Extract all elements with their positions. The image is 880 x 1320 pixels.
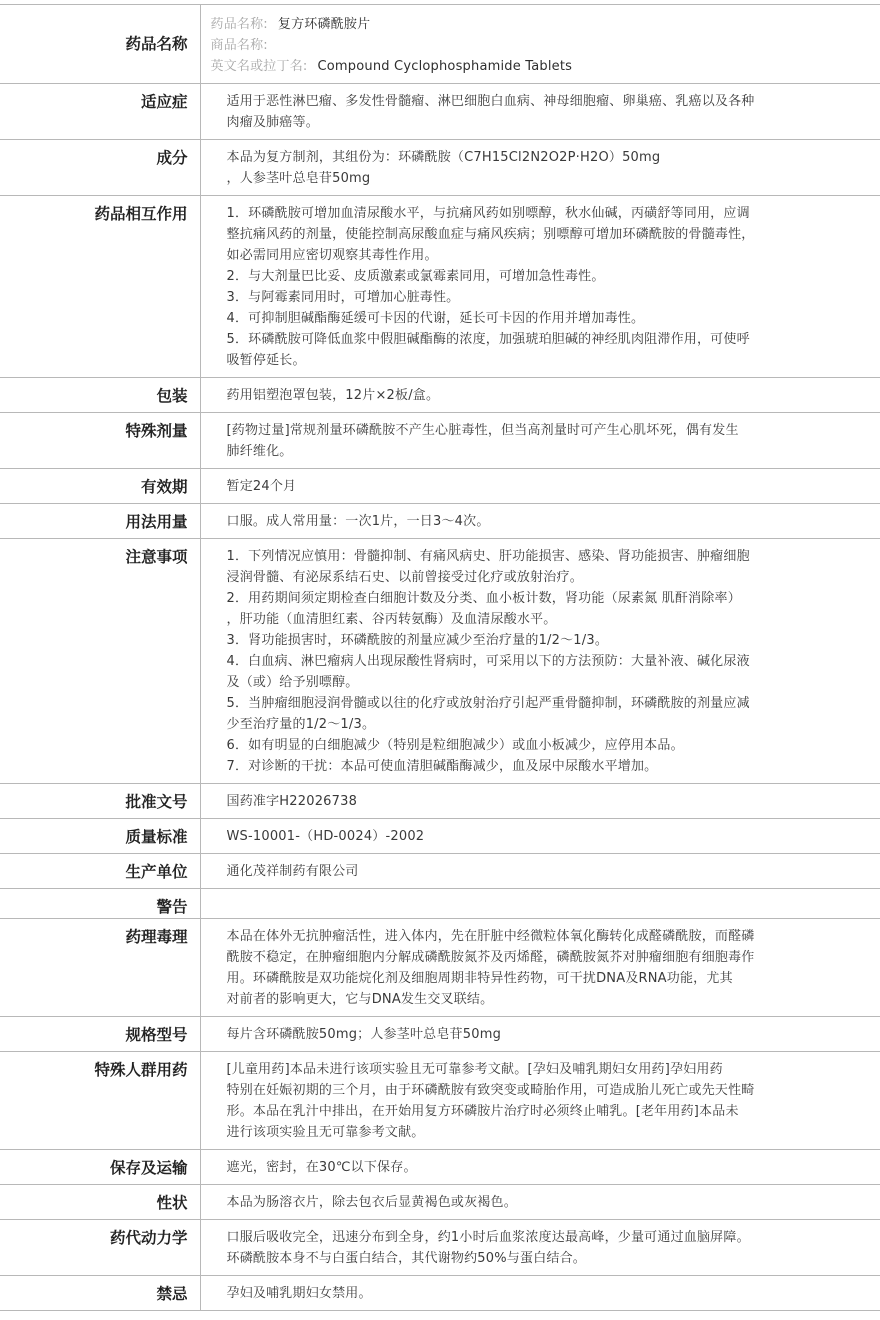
value-line: 如必需同用应密切观察其毒性作用。 <box>226 248 438 263</box>
row-value <box>200 196 880 378</box>
row-label: 批准文号 <box>0 784 200 819</box>
value-line: 本品为肠溶衣片，除去包衣后显黄褐色或灰褐色。 <box>226 1195 517 1210</box>
value-line: 口服后吸收完全，迅速分布到全身，约1小时后血浆浓度达最高峰，少量可通过血脑屏障。 <box>226 1230 750 1245</box>
row-value <box>200 1276 880 1311</box>
value-line: 吸暂停延长。 <box>226 353 306 368</box>
row-value <box>200 84 880 140</box>
value-line: 暂定24个月 <box>226 479 297 494</box>
info-row <box>0 84 880 140</box>
value-line: 肉瘤及肺癌等。 <box>226 115 319 130</box>
english-name-line <box>211 56 797 77</box>
info-row <box>0 413 880 469</box>
info-row <box>0 889 880 919</box>
row-label: 保存及运输 <box>0 1150 200 1185</box>
info-row <box>0 819 880 854</box>
value-line: 2．用药期间须定期检查白细胞计数及分类、血小板计数，肾功能（尿素氮 肌酐消除率） <box>226 591 741 606</box>
info-row <box>0 378 880 413</box>
row-value <box>200 140 880 196</box>
value-line: ，肝功能（血清胆红素、谷丙转氨酶）及血清尿酸水平。 <box>226 612 557 627</box>
value-line: 环磷酰胺本身不与白蛋白结合，其代谢物约50%与蛋白结合。 <box>226 1251 586 1266</box>
row-label: 规格型号 <box>0 1017 200 1052</box>
value-line: 3．肾功能损害时，环磷酰胺的剂量应减少至治疗量的1/2～1/3。 <box>226 633 609 648</box>
value-line: 5．当肿瘤细胞浸润骨髓或以往的化疗或放射治疗引起严重骨髓抑制，环磷酰胺的剂量应减 <box>226 696 750 711</box>
row-value <box>200 1052 880 1150</box>
row-label: 有效期 <box>0 469 200 504</box>
value-line: 遮光，密封，在30℃以下保存。 <box>226 1160 417 1175</box>
value-line: 孕妇及哺乳期妇女禁用。 <box>226 1286 372 1301</box>
value-line: 浸润骨髓、有泌尿系结石史、以前曾接受过化疗或放射治疗。 <box>226 570 583 585</box>
info-row <box>0 1052 880 1150</box>
value-line: 用。环磷酰胺是双功能烷化剂及细胞周期非特异性药物，可干扰DNA及RNA功能，尤其 <box>226 971 733 986</box>
value-line: 4．白血病、淋巴瘤病人出现尿酸性肾病时，可采用以下的方法预防：大量补液、碱化尿液 <box>226 654 750 669</box>
row-label: 用法用量 <box>0 504 200 539</box>
value-line: WS-10001-（HD-0024）-2002 <box>226 829 425 844</box>
info-row <box>0 504 880 539</box>
value-line: 2．与大剂量巴比妥、皮质激素或氯霉素同用，可增加急性毒性。 <box>226 269 605 284</box>
row-value <box>200 1150 880 1185</box>
row-label: 成分 <box>0 140 200 196</box>
drug-info-table <box>0 4 880 1311</box>
row-label: 性状 <box>0 1185 200 1220</box>
generic-name-line <box>211 14 797 35</box>
value-line: 整抗痛风药的剂量，使能控制高尿酸血症与痛风疾病；别嘌醇可增加环磷酰胺的骨髓毒性， <box>226 227 755 242</box>
trade-name-line <box>211 35 797 56</box>
row-value <box>200 919 880 1017</box>
row-label: 药品相互作用 <box>0 196 200 378</box>
english-name-value: Compound Cyclophosphamide Tablets <box>317 59 573 74</box>
row-drug-name <box>0 5 880 84</box>
info-row <box>0 539 880 784</box>
row-label: 药理毒理 <box>0 919 200 1017</box>
row-value <box>200 469 880 504</box>
info-row <box>0 469 880 504</box>
info-row <box>0 1185 880 1220</box>
value-line: 4．可抑制胆碱酯酶延缓可卡因的代谢，延长可卡因的作用并增加毒性。 <box>226 311 645 326</box>
value-line: 少至治疗量的1/2～1/3。 <box>226 717 376 732</box>
row-value <box>200 854 880 889</box>
info-row <box>0 784 880 819</box>
value-line: 及（或）给予别嘌醇。 <box>226 675 359 690</box>
row-value <box>200 378 880 413</box>
value-line: 1．下列情况应慎用：骨髓抑制、有痛风病史、肝功能损害、感染、肾功能损害、肿瘤细胞 <box>226 549 750 564</box>
info-row <box>0 1276 880 1311</box>
value-line: 1．环磷酰胺可增加血清尿酸水平，与抗痛风药如别嘌醇，秋水仙碱，丙磺舒等同用，应调 <box>226 206 750 221</box>
value-line: 特别在妊娠初期的三个月，由于环磷酰胺有致突变或畸胎作用，可造成胎儿死亡或先天性畸 <box>226 1083 755 1098</box>
generic-name-key: 药品名称: <box>210 17 268 32</box>
value-line: 本品在体外无抗肿瘤活性，进入体内，先在肝脏中经微粒体氧化酶转化成醛磷酰胺，而醛磷 <box>226 929 755 944</box>
value-line: 3．与阿霉素同用时，可增加心脏毒性。 <box>226 290 460 305</box>
value-line: 5．环磷酰胺可降低血浆中假胆碱酯酶的浓度，加强琥珀胆碱的神经肌肉阻滞作用，可使呼 <box>226 332 750 347</box>
info-row <box>0 196 880 378</box>
row-label: 特殊剂量 <box>0 413 200 469</box>
value-line: [儿童用药]本品未进行该项实验且无可靠参考文献。[孕妇及哺乳期妇女用药]孕妇用药 <box>226 1062 723 1077</box>
info-row <box>0 140 880 196</box>
generic-name-value: 复方环磷酰胺片 <box>277 17 371 32</box>
row-value <box>200 1220 880 1276</box>
info-row <box>0 1017 880 1052</box>
row-label: 特殊人群用药 <box>0 1052 200 1150</box>
value-line: 每片含环磷酰胺50mg；人参茎叶总皂苷50mg <box>226 1027 502 1042</box>
row-value <box>200 819 880 854</box>
info-row <box>0 1220 880 1276</box>
value-line: 酰胺不稳定，在肿瘤细胞内分解成磷酰胺氮芥及丙烯醛，磷酰胺氮芥对肿瘤细胞有细胞毒作 <box>226 950 755 965</box>
value-line: 药用铝塑泡罩包装，12片×2板/盒。 <box>226 388 440 403</box>
trade-name-key: 商品名称: <box>210 38 268 53</box>
value-line: 通化茂祥制药有限公司 <box>226 864 359 879</box>
row-label: 警告 <box>0 889 200 919</box>
row-label: 禁忌 <box>0 1276 200 1311</box>
row-label: 注意事项 <box>0 539 200 784</box>
row-label: 生产单位 <box>0 854 200 889</box>
value-line: 6．如有明显的白细胞减少（特别是粒细胞减少）或血小板减少，应停用本品。 <box>226 738 684 753</box>
value-line: ，人参茎叶总皂苷50mg <box>226 171 371 186</box>
row-label: 包装 <box>0 378 200 413</box>
row-label: 适应症 <box>0 84 200 140</box>
value-line: [药物过量]常规剂量环磷酰胺不产生心脏毒性，但当高剂量时可产生心肌坏死，偶有发生 <box>226 423 739 438</box>
row-value <box>200 784 880 819</box>
row-label: 药代动力学 <box>0 1220 200 1276</box>
value-line: 口服。成人常用量：一次1片，一日3～4次。 <box>226 514 490 529</box>
row-value <box>200 1017 880 1052</box>
row-value <box>200 889 880 919</box>
drug-name-values <box>200 5 880 84</box>
value-line: 形。本品在乳汁中排出，在开始用复方环磷胺片治疗时必须终止哺乳。[老年用药]本品未 <box>226 1104 739 1119</box>
value-line: 适用于恶性淋巴瘤、多发性骨髓瘤、淋巴细胞白血病、神母细胞瘤、卵巢癌、乳癌以及各种 <box>226 94 755 109</box>
info-row <box>0 1150 880 1185</box>
value-line: 进行该项实验且无可靠参考文献。 <box>226 1125 425 1140</box>
value-line: 肺纤维化。 <box>226 444 293 459</box>
row-label: 药品名称 <box>0 5 200 84</box>
value-line: 国药准字H22026738 <box>226 794 358 809</box>
row-value <box>200 539 880 784</box>
value-line: 对前者的影响更大，它与DNA发生交叉联结。 <box>226 992 494 1007</box>
row-label: 质量标准 <box>0 819 200 854</box>
english-name-key: 英文名或拉丁名: <box>210 59 308 74</box>
row-value <box>200 413 880 469</box>
info-row <box>0 919 880 1017</box>
value-line: 本品为复方制剂，其组份为：环磷酰胺（C7H15Cl2N2O2P·H2O）50mg <box>226 150 661 165</box>
info-row <box>0 854 880 889</box>
value-line: 7．对诊断的干扰：本品可使血清胆碱酯酶减少，血及尿中尿酸水平增加。 <box>226 759 658 774</box>
row-value <box>200 1185 880 1220</box>
row-value <box>200 504 880 539</box>
